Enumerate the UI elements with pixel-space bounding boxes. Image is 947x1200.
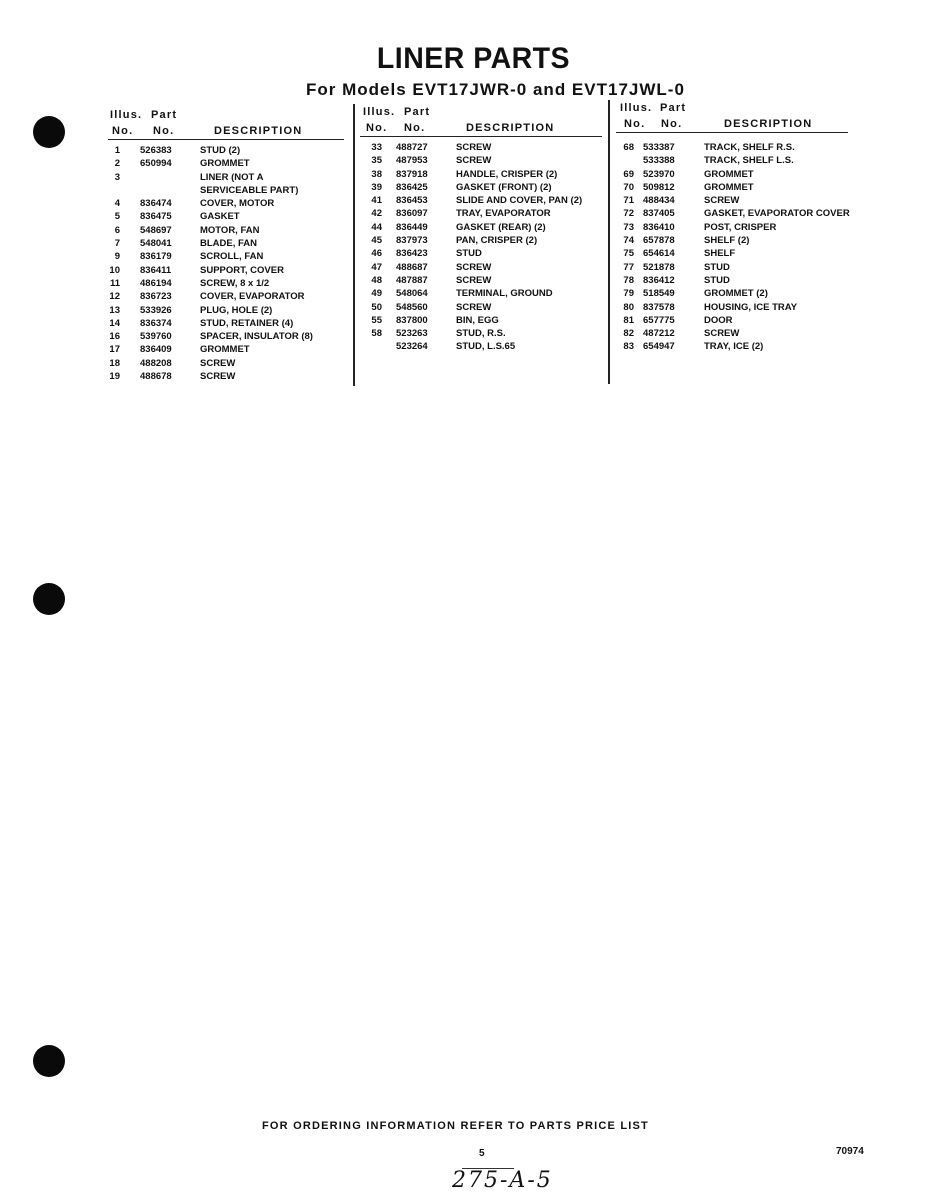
part-description: GROMMET (2)	[704, 288, 768, 300]
part-description: BIN, EGG	[456, 314, 499, 326]
illus-number: 78	[623, 274, 634, 286]
parts-row	[612, 154, 912, 167]
illus-number: 7	[114, 238, 120, 250]
parts-row	[612, 274, 912, 287]
header-part: Part	[660, 102, 687, 114]
illus-number: 11	[109, 277, 120, 289]
part-description: SCREW	[456, 301, 492, 313]
ordering-info-footer: FOR ORDERING INFORMATION REFER TO PARTS PRICE LIST	[262, 1120, 649, 1132]
part-number: 654614	[643, 248, 675, 260]
part-number: 488678	[140, 371, 172, 383]
part-number: 836374	[140, 317, 172, 329]
parts-row	[100, 144, 350, 157]
header-part: Part	[151, 109, 178, 121]
column-divider-2	[608, 100, 610, 384]
illus-number: 2	[114, 158, 120, 170]
illus-number: 3	[114, 171, 120, 183]
part-description: POST, CRISPER	[704, 221, 777, 233]
part-number: 509812	[643, 181, 675, 193]
part-description: STUD, RETAINER (4)	[200, 317, 294, 329]
part-description: TRACK, SHELF R.S.	[704, 142, 795, 153]
part-number: 836474	[140, 198, 172, 210]
part-description: GROMMET	[704, 168, 754, 180]
header-illus-no: No.	[112, 125, 134, 137]
parts-row	[356, 287, 606, 300]
part-description: SUPPORT, COVER	[200, 264, 284, 276]
part-description: SCREW	[456, 142, 492, 153]
parts-row	[100, 224, 350, 237]
part-description: TRACK, SHELF L.S.	[704, 155, 794, 167]
illus-number: 16	[109, 331, 120, 343]
parts-row	[612, 194, 912, 207]
parts-row	[356, 327, 606, 340]
part-description: SCREW	[456, 261, 492, 273]
part-description: BLADE, FAN	[200, 238, 257, 250]
part-description: HANDLE, CRISPER (2)	[456, 168, 558, 180]
part-description: GROMMET	[200, 344, 250, 356]
part-description: MOTOR, FAN	[200, 224, 260, 236]
part-number: 650994	[140, 158, 172, 170]
illus-number: 17	[109, 344, 120, 356]
illus-number: 47	[371, 261, 382, 273]
parts-row	[100, 157, 350, 170]
part-description: GASKET	[200, 211, 240, 223]
parts-row	[100, 250, 350, 263]
part-number: 657878	[643, 235, 675, 247]
illus-number: 81	[623, 314, 634, 326]
illus-number: 1	[114, 145, 120, 156]
part-number: 548041	[140, 238, 172, 250]
part-number: 548697	[140, 224, 172, 236]
parts-row	[100, 370, 350, 383]
part-description: SCROLL, FAN	[200, 251, 264, 263]
illus-number: 10	[109, 264, 120, 276]
part-description: SCREW	[200, 371, 236, 383]
part-number: 836423	[396, 248, 428, 260]
illus-number: 33	[371, 142, 382, 153]
illus-number: 9	[114, 251, 120, 263]
illus-number: 71	[623, 195, 634, 207]
part-number: 533388	[643, 155, 675, 167]
part-number: 836475	[140, 211, 172, 223]
illus-number: 74	[623, 235, 634, 247]
part-description: SPACER, INSULATOR (8)	[200, 331, 313, 343]
part-number: 836449	[396, 221, 428, 233]
illus-number: 38	[371, 168, 382, 180]
part-number: 523970	[643, 168, 675, 180]
header-description: DESCRIPTION	[724, 118, 813, 130]
part-number: 526383	[140, 145, 172, 156]
illus-number: 12	[109, 291, 120, 303]
illus-number: 14	[109, 317, 120, 329]
illus-number: 73	[623, 221, 634, 233]
part-description: STUD	[704, 261, 730, 273]
illus-number: 58	[371, 328, 382, 340]
part-description: TRAY, EVAPORATOR	[456, 208, 551, 220]
illus-number: 6	[114, 224, 120, 236]
illus-number: 69	[623, 168, 634, 180]
page-title: LINER PARTS	[376, 42, 571, 75]
illus-number: 80	[623, 301, 634, 313]
binder-hole-bottom	[33, 1045, 65, 1077]
part-description: SCREW	[704, 328, 740, 340]
part-number: 837918	[396, 168, 428, 180]
part-description: GASKET (FRONT) (2)	[456, 181, 552, 193]
parts-row	[612, 327, 912, 340]
part-description: PAN, CRISPER (2)	[456, 235, 538, 247]
illus-number: 72	[623, 208, 634, 220]
parts-row	[100, 264, 350, 277]
parts-list-column-2	[356, 141, 606, 354]
parts-row	[612, 221, 912, 234]
illus-number: 44	[371, 221, 382, 233]
header-part-no: No.	[661, 118, 683, 130]
part-description: SCREW, 8 x 1/2	[200, 277, 270, 289]
parts-list-column-1	[100, 144, 350, 383]
part-number: 487887	[396, 274, 428, 286]
header-illus-no: No.	[624, 118, 646, 130]
parts-row	[356, 141, 606, 154]
part-description: STUD (2)	[200, 145, 241, 156]
part-number: 488727	[396, 142, 428, 153]
part-number: 523263	[396, 328, 428, 340]
header-description: DESCRIPTION	[214, 125, 303, 137]
part-description: SCREW	[200, 357, 236, 369]
part-description: STUD, R.S.	[456, 328, 506, 340]
part-description: TRAY, ICE (2)	[704, 341, 764, 353]
illus-number: 77	[623, 261, 634, 273]
part-description: SCREW	[456, 274, 492, 286]
header-illus-no: No.	[366, 122, 388, 134]
parts-row	[100, 317, 350, 330]
parts-row	[356, 154, 606, 167]
parts-row	[356, 340, 606, 353]
part-number: 654947	[643, 341, 675, 353]
illus-number: 42	[371, 208, 382, 220]
part-description: SERVICEABLE PART)	[200, 184, 299, 196]
parts-row	[612, 340, 912, 353]
illus-number: 79	[623, 288, 634, 300]
part-description: STUD, L.S.65	[456, 341, 516, 353]
part-number: 521878	[643, 261, 675, 273]
binder-hole-middle	[33, 583, 65, 615]
part-number: 523264	[396, 341, 428, 353]
illus-number: 19	[109, 371, 120, 383]
parts-row	[612, 207, 912, 220]
handwritten-note: 275-A-5	[452, 1168, 553, 1193]
header-part: Part	[404, 106, 431, 118]
parts-row	[100, 184, 350, 197]
illus-number: 41	[371, 195, 382, 207]
page-subtitle: For Models EVT17JWR-0 and EVT17JWL-0	[306, 80, 685, 99]
part-description: LINER (NOT A	[200, 171, 264, 183]
part-description: SCREW	[456, 155, 492, 167]
part-number: 837973	[396, 235, 428, 247]
parts-row	[100, 304, 350, 317]
part-number: 548560	[396, 301, 428, 313]
part-number: 533387	[643, 142, 675, 153]
illus-number: 83	[623, 341, 634, 353]
part-number: 488687	[396, 261, 428, 273]
document-id: 70974	[836, 1146, 864, 1157]
part-description: GASKET, EVAPORATOR COVER	[704, 208, 850, 220]
part-description: HOUSING, ICE TRAY	[704, 301, 798, 313]
parts-row	[356, 207, 606, 220]
illus-number: 39	[371, 181, 382, 193]
header-rule	[616, 132, 848, 133]
parts-row	[356, 274, 606, 287]
part-number: 488434	[643, 195, 675, 207]
parts-list-column-3	[612, 141, 912, 354]
illus-number: 49	[371, 288, 382, 300]
header-part-no: No.	[153, 125, 175, 137]
illus-number: 5	[114, 211, 120, 223]
part-description: GROMMET	[200, 158, 250, 170]
part-number: 837800	[396, 314, 428, 326]
parts-row	[356, 247, 606, 260]
parts-row	[612, 314, 912, 327]
part-number: 488208	[140, 357, 172, 369]
parts-row	[612, 287, 912, 300]
parts-row	[100, 277, 350, 290]
part-number: 837578	[643, 301, 675, 313]
header-illus: Illus.	[620, 102, 653, 114]
illus-number: 13	[109, 304, 120, 316]
parts-row	[100, 210, 350, 223]
part-number: 487953	[396, 155, 428, 167]
header-rule	[108, 139, 344, 140]
part-description: SHELF	[704, 248, 736, 260]
part-number: 548064	[396, 288, 428, 300]
parts-row	[356, 194, 606, 207]
part-description: SLIDE AND COVER, PAN (2)	[456, 195, 583, 207]
header-rule	[360, 136, 602, 137]
illus-number: 46	[371, 248, 382, 260]
header-description: DESCRIPTION	[466, 122, 555, 134]
part-number: 836412	[643, 274, 675, 286]
parts-row	[356, 314, 606, 327]
part-number: 837405	[643, 208, 675, 220]
illus-number: 82	[623, 328, 634, 340]
part-description: COVER, EVAPORATOR	[200, 291, 305, 303]
part-description: STUD	[456, 248, 482, 260]
header-illus: Illus.	[110, 109, 143, 121]
parts-row	[612, 234, 912, 247]
parts-row	[356, 168, 606, 181]
part-description: GROMMET	[704, 181, 754, 193]
part-number: 836179	[140, 251, 172, 263]
parts-row	[356, 261, 606, 274]
parts-row	[100, 290, 350, 303]
illus-number: 55	[371, 314, 382, 326]
part-description: DOOR	[704, 314, 733, 326]
parts-row	[612, 141, 912, 154]
part-number: 836453	[396, 195, 428, 207]
illus-number: 35	[371, 155, 382, 167]
illus-number: 4	[114, 198, 120, 210]
illus-number: 50	[371, 301, 382, 313]
part-number: 539760	[140, 331, 172, 343]
parts-row	[612, 301, 912, 314]
parts-row	[356, 221, 606, 234]
parts-row	[356, 301, 606, 314]
illus-number: 48	[371, 274, 382, 286]
parts-row	[100, 197, 350, 210]
part-number: 487212	[643, 328, 675, 340]
page-number: 5	[479, 1148, 485, 1159]
parts-row	[100, 330, 350, 343]
part-description: GASKET (REAR) (2)	[456, 221, 546, 233]
part-number: 486194	[140, 277, 172, 289]
part-description: SHELF (2)	[704, 235, 750, 247]
column-divider-1	[353, 104, 355, 386]
part-description: SCREW	[704, 195, 740, 207]
binder-hole-top	[33, 116, 65, 148]
header-part-no: No.	[404, 122, 426, 134]
parts-row	[612, 181, 912, 194]
parts-row	[356, 181, 606, 194]
parts-row	[100, 343, 350, 356]
header-illus: Illus.	[363, 106, 396, 118]
part-number: 533926	[140, 304, 172, 316]
parts-row	[612, 247, 912, 260]
part-description: STUD	[704, 274, 730, 286]
part-description: COVER, MOTOR	[200, 198, 275, 210]
parts-row	[100, 171, 350, 184]
part-description: PLUG, HOLE (2)	[200, 304, 273, 316]
parts-row	[356, 234, 606, 247]
illus-number: 75	[623, 248, 634, 260]
part-description: TERMINAL, GROUND	[456, 288, 553, 300]
part-number: 836410	[643, 221, 675, 233]
parts-row	[612, 168, 912, 181]
part-number: 836723	[140, 291, 172, 303]
parts-row	[612, 261, 912, 274]
part-number: 518549	[643, 288, 675, 300]
parts-row	[100, 237, 350, 250]
part-number: 836411	[140, 264, 172, 276]
part-number: 657775	[643, 314, 675, 326]
illus-number: 18	[109, 357, 120, 369]
illus-number: 68	[623, 142, 634, 153]
illus-number: 45	[371, 235, 382, 247]
part-number: 836409	[140, 344, 172, 356]
part-number: 836425	[396, 181, 428, 193]
part-number: 836097	[396, 208, 428, 220]
parts-row	[100, 357, 350, 370]
illus-number: 70	[623, 181, 634, 193]
